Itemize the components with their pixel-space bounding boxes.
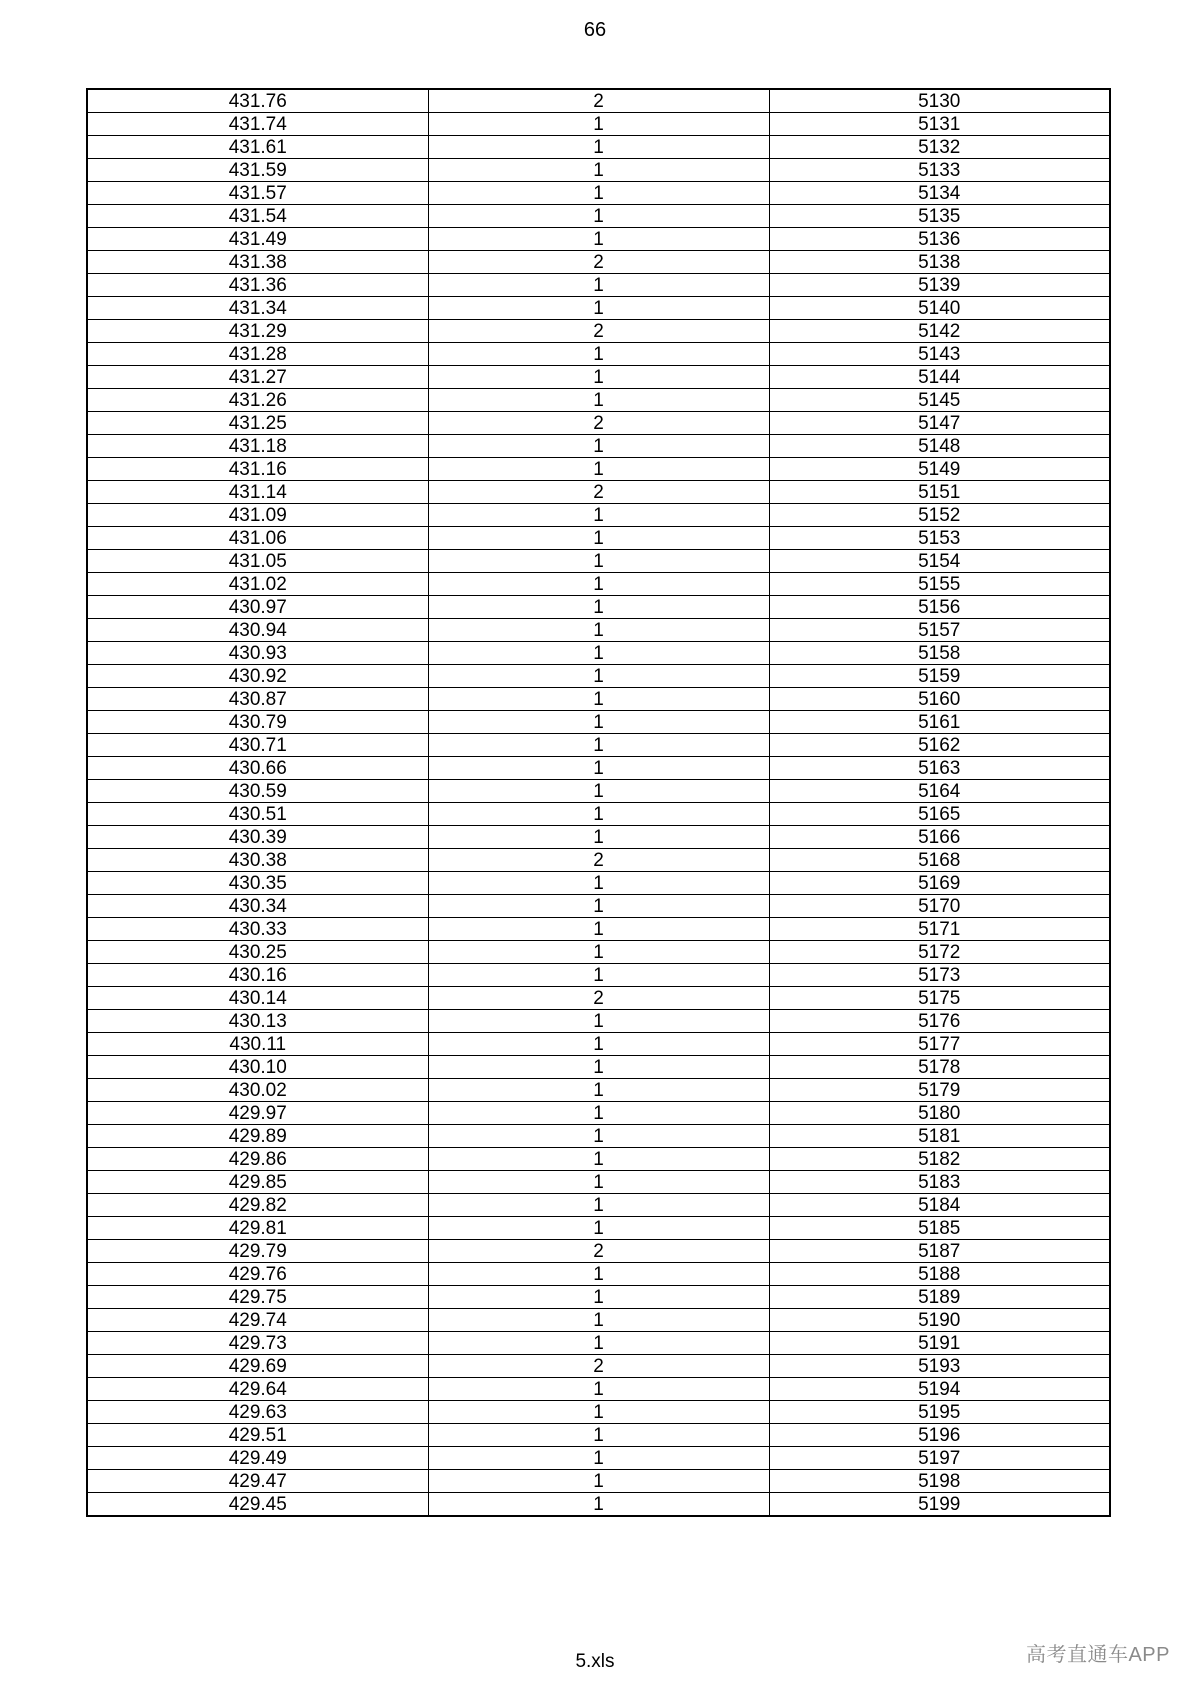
score-cell: 429.69 <box>87 1355 428 1378</box>
score-cell: 430.38 <box>87 849 428 872</box>
rank-cell: 5151 <box>769 481 1110 504</box>
score-cell: 430.71 <box>87 734 428 757</box>
score-cell: 430.35 <box>87 872 428 895</box>
count-cell: 1 <box>428 711 769 734</box>
count-cell: 1 <box>428 550 769 573</box>
table-row <box>87 941 1110 964</box>
table-row <box>87 849 1110 872</box>
count-cell: 1 <box>428 964 769 987</box>
rank-cell: 5144 <box>769 366 1110 389</box>
count-cell: 1 <box>428 527 769 550</box>
table-row <box>87 1010 1110 1033</box>
rank-cell: 5160 <box>769 688 1110 711</box>
score-cell: 429.63 <box>87 1401 428 1424</box>
rank-cell: 5175 <box>769 987 1110 1010</box>
count-cell: 1 <box>428 573 769 596</box>
score-cell: 429.82 <box>87 1194 428 1217</box>
table-row <box>87 573 1110 596</box>
count-cell: 2 <box>428 1355 769 1378</box>
count-cell: 1 <box>428 1171 769 1194</box>
score-cell: 429.74 <box>87 1309 428 1332</box>
table-row <box>87 435 1110 458</box>
count-cell: 1 <box>428 366 769 389</box>
watermark: 高考直通车APP <box>1025 1644 1170 1666</box>
score-cell: 430.94 <box>87 619 428 642</box>
table-row <box>87 320 1110 343</box>
rank-cell: 5190 <box>769 1309 1110 1332</box>
count-cell: 1 <box>428 803 769 826</box>
count-cell: 1 <box>428 918 769 941</box>
table-row <box>87 964 1110 987</box>
rank-cell: 5183 <box>769 1171 1110 1194</box>
count-cell: 1 <box>428 1286 769 1309</box>
score-cell: 430.10 <box>87 1056 428 1079</box>
table-row <box>87 1355 1110 1378</box>
rank-cell: 5188 <box>769 1263 1110 1286</box>
rank-cell: 5172 <box>769 941 1110 964</box>
score-cell: 431.74 <box>87 113 428 136</box>
score-table <box>86 88 1111 1517</box>
table-row <box>87 1286 1110 1309</box>
table-row <box>87 136 1110 159</box>
rank-cell: 5154 <box>769 550 1110 573</box>
table-row <box>87 1309 1110 1332</box>
count-cell: 1 <box>428 1056 769 1079</box>
table-row <box>87 205 1110 228</box>
count-cell: 1 <box>428 1332 769 1355</box>
table-row <box>87 665 1110 688</box>
table-row <box>87 1401 1110 1424</box>
rank-cell: 5139 <box>769 274 1110 297</box>
score-cell: 430.93 <box>87 642 428 665</box>
count-cell: 2 <box>428 1240 769 1263</box>
table-row <box>87 159 1110 182</box>
count-cell: 1 <box>428 1125 769 1148</box>
score-cell: 431.27 <box>87 366 428 389</box>
count-cell: 1 <box>428 895 769 918</box>
table-row <box>87 734 1110 757</box>
count-cell: 1 <box>428 665 769 688</box>
rank-cell: 5193 <box>769 1355 1110 1378</box>
table-row <box>87 481 1110 504</box>
count-cell: 1 <box>428 1424 769 1447</box>
count-cell: 2 <box>428 251 769 274</box>
rank-cell: 5195 <box>769 1401 1110 1424</box>
table-row <box>87 1447 1110 1470</box>
count-cell: 1 <box>428 1148 769 1171</box>
score-cell: 430.33 <box>87 918 428 941</box>
rank-cell: 5142 <box>769 320 1110 343</box>
score-cell: 431.59 <box>87 159 428 182</box>
table-row <box>87 1079 1110 1102</box>
rank-cell: 5133 <box>769 159 1110 182</box>
count-cell: 1 <box>428 1401 769 1424</box>
count-cell: 2 <box>428 89 769 113</box>
rank-cell: 5130 <box>769 89 1110 113</box>
score-cell: 429.45 <box>87 1493 428 1517</box>
count-cell: 2 <box>428 849 769 872</box>
count-cell: 1 <box>428 619 769 642</box>
count-cell: 1 <box>428 113 769 136</box>
score-table-body <box>87 89 1110 1516</box>
count-cell: 1 <box>428 1470 769 1493</box>
score-cell: 431.34 <box>87 297 428 320</box>
score-cell: 431.26 <box>87 389 428 412</box>
table-row <box>87 182 1110 205</box>
count-cell: 1 <box>428 780 769 803</box>
count-cell: 1 <box>428 1033 769 1056</box>
score-cell: 430.92 <box>87 665 428 688</box>
table-row <box>87 1332 1110 1355</box>
rank-cell: 5152 <box>769 504 1110 527</box>
score-cell: 429.76 <box>87 1263 428 1286</box>
count-cell: 1 <box>428 642 769 665</box>
score-cell: 431.49 <box>87 228 428 251</box>
count-cell: 1 <box>428 688 769 711</box>
count-cell: 1 <box>428 1309 769 1332</box>
score-cell: 431.76 <box>87 89 428 113</box>
score-cell: 429.97 <box>87 1102 428 1125</box>
rank-cell: 5189 <box>769 1286 1110 1309</box>
rank-cell: 5177 <box>769 1033 1110 1056</box>
rank-cell: 5140 <box>769 297 1110 320</box>
count-cell: 1 <box>428 297 769 320</box>
table-row <box>87 113 1110 136</box>
rank-cell: 5194 <box>769 1378 1110 1401</box>
table-row <box>87 228 1110 251</box>
rank-cell: 5149 <box>769 458 1110 481</box>
score-cell: 429.79 <box>87 1240 428 1263</box>
score-cell: 431.36 <box>87 274 428 297</box>
count-cell: 1 <box>428 228 769 251</box>
rank-cell: 5163 <box>769 757 1110 780</box>
score-cell: 429.47 <box>87 1470 428 1493</box>
count-cell: 1 <box>428 1217 769 1240</box>
count-cell: 1 <box>428 1378 769 1401</box>
score-cell: 429.51 <box>87 1424 428 1447</box>
table-row <box>87 297 1110 320</box>
rank-cell: 5148 <box>769 435 1110 458</box>
table-row <box>87 1240 1110 1263</box>
score-cell: 429.75 <box>87 1286 428 1309</box>
count-cell: 1 <box>428 504 769 527</box>
rank-cell: 5158 <box>769 642 1110 665</box>
rank-cell: 5159 <box>769 665 1110 688</box>
count-cell: 1 <box>428 1102 769 1125</box>
table-row <box>87 895 1110 918</box>
table-row <box>87 826 1110 849</box>
score-cell: 429.49 <box>87 1447 428 1470</box>
rank-cell: 5196 <box>769 1424 1110 1447</box>
count-cell: 1 <box>428 826 769 849</box>
count-cell: 2 <box>428 481 769 504</box>
score-cell: 431.18 <box>87 435 428 458</box>
rank-cell: 5165 <box>769 803 1110 826</box>
count-cell: 1 <box>428 872 769 895</box>
table-row <box>87 757 1110 780</box>
score-cell: 431.38 <box>87 251 428 274</box>
table-row <box>87 1171 1110 1194</box>
score-cell: 430.66 <box>87 757 428 780</box>
rank-cell: 5155 <box>769 573 1110 596</box>
rank-cell: 5138 <box>769 251 1110 274</box>
count-cell: 2 <box>428 412 769 435</box>
table-row <box>87 872 1110 895</box>
score-cell: 431.29 <box>87 320 428 343</box>
rank-cell: 5180 <box>769 1102 1110 1125</box>
score-cell: 430.97 <box>87 596 428 619</box>
rank-cell: 5168 <box>769 849 1110 872</box>
count-cell: 1 <box>428 1263 769 1286</box>
count-cell: 1 <box>428 389 769 412</box>
rank-cell: 5136 <box>769 228 1110 251</box>
score-cell: 431.09 <box>87 504 428 527</box>
table-row <box>87 1125 1110 1148</box>
score-cell: 430.11 <box>87 1033 428 1056</box>
table-row <box>87 619 1110 642</box>
count-cell: 1 <box>428 1079 769 1102</box>
table-row <box>87 1470 1110 1493</box>
table-row <box>87 412 1110 435</box>
score-cell: 430.79 <box>87 711 428 734</box>
table-row <box>87 711 1110 734</box>
score-cell: 430.16 <box>87 964 428 987</box>
table-row <box>87 1056 1110 1079</box>
rank-cell: 5181 <box>769 1125 1110 1148</box>
table-row <box>87 504 1110 527</box>
rank-cell: 5162 <box>769 734 1110 757</box>
table-row <box>87 366 1110 389</box>
count-cell: 1 <box>428 435 769 458</box>
table-row <box>87 1424 1110 1447</box>
table-row <box>87 389 1110 412</box>
rank-cell: 5179 <box>769 1079 1110 1102</box>
rank-cell: 5147 <box>769 412 1110 435</box>
score-cell: 430.25 <box>87 941 428 964</box>
score-cell: 430.34 <box>87 895 428 918</box>
count-cell: 1 <box>428 458 769 481</box>
table-row <box>87 1194 1110 1217</box>
rank-cell: 5143 <box>769 343 1110 366</box>
score-cell: 431.57 <box>87 182 428 205</box>
score-cell: 431.06 <box>87 527 428 550</box>
table-row <box>87 1102 1110 1125</box>
table-row <box>87 918 1110 941</box>
rank-cell: 5176 <box>769 1010 1110 1033</box>
count-cell: 1 <box>428 182 769 205</box>
rank-cell: 5134 <box>769 182 1110 205</box>
table-row <box>87 458 1110 481</box>
score-cell: 429.64 <box>87 1378 428 1401</box>
table-row <box>87 803 1110 826</box>
rank-cell: 5199 <box>769 1493 1110 1517</box>
rank-cell: 5161 <box>769 711 1110 734</box>
table-row <box>87 550 1110 573</box>
table-row <box>87 527 1110 550</box>
table-row <box>87 1148 1110 1171</box>
score-table-container <box>86 88 1111 1517</box>
rank-cell: 5198 <box>769 1470 1110 1493</box>
rank-cell: 5191 <box>769 1332 1110 1355</box>
rank-cell: 5171 <box>769 918 1110 941</box>
table-row <box>87 251 1110 274</box>
table-row <box>87 1217 1110 1240</box>
rank-cell: 5170 <box>769 895 1110 918</box>
table-row <box>87 343 1110 366</box>
rank-cell: 5169 <box>769 872 1110 895</box>
score-cell: 431.16 <box>87 458 428 481</box>
table-row <box>87 688 1110 711</box>
rank-cell: 5131 <box>769 113 1110 136</box>
score-cell: 430.59 <box>87 780 428 803</box>
score-cell: 430.14 <box>87 987 428 1010</box>
score-cell: 430.13 <box>87 1010 428 1033</box>
table-row <box>87 1378 1110 1401</box>
count-cell: 1 <box>428 734 769 757</box>
score-cell: 431.05 <box>87 550 428 573</box>
score-cell: 431.25 <box>87 412 428 435</box>
table-row <box>87 1263 1110 1286</box>
score-cell: 429.86 <box>87 1148 428 1171</box>
count-cell: 1 <box>428 274 769 297</box>
count-cell: 1 <box>428 343 769 366</box>
count-cell: 1 <box>428 941 769 964</box>
rank-cell: 5187 <box>769 1240 1110 1263</box>
count-cell: 1 <box>428 596 769 619</box>
rank-cell: 5173 <box>769 964 1110 987</box>
count-cell: 1 <box>428 159 769 182</box>
count-cell: 1 <box>428 1194 769 1217</box>
rank-cell: 5182 <box>769 1148 1110 1171</box>
rank-cell: 5145 <box>769 389 1110 412</box>
count-cell: 1 <box>428 1447 769 1470</box>
score-cell: 431.14 <box>87 481 428 504</box>
rank-cell: 5156 <box>769 596 1110 619</box>
rank-cell: 5164 <box>769 780 1110 803</box>
score-cell: 429.73 <box>87 1332 428 1355</box>
rank-cell: 5197 <box>769 1447 1110 1470</box>
count-cell: 2 <box>428 987 769 1010</box>
score-cell: 431.28 <box>87 343 428 366</box>
count-cell: 1 <box>428 757 769 780</box>
count-cell: 1 <box>428 1010 769 1033</box>
count-cell: 1 <box>428 205 769 228</box>
score-cell: 429.89 <box>87 1125 428 1148</box>
rank-cell: 5153 <box>769 527 1110 550</box>
count-cell: 1 <box>428 136 769 159</box>
table-row <box>87 1493 1110 1517</box>
rank-cell: 5166 <box>769 826 1110 849</box>
score-cell: 430.39 <box>87 826 428 849</box>
score-cell: 431.54 <box>87 205 428 228</box>
rank-cell: 5178 <box>769 1056 1110 1079</box>
rank-cell: 5184 <box>769 1194 1110 1217</box>
count-cell: 2 <box>428 320 769 343</box>
rank-cell: 5132 <box>769 136 1110 159</box>
count-cell: 1 <box>428 1493 769 1517</box>
table-row <box>87 89 1110 113</box>
page-number: 66 <box>583 19 607 41</box>
table-row <box>87 1033 1110 1056</box>
score-cell: 429.81 <box>87 1217 428 1240</box>
table-row <box>87 642 1110 665</box>
rank-cell: 5185 <box>769 1217 1110 1240</box>
rank-cell: 5135 <box>769 205 1110 228</box>
score-cell: 430.02 <box>87 1079 428 1102</box>
score-cell: 429.85 <box>87 1171 428 1194</box>
table-row <box>87 780 1110 803</box>
score-cell: 430.87 <box>87 688 428 711</box>
score-cell: 431.61 <box>87 136 428 159</box>
score-cell: 431.02 <box>87 573 428 596</box>
footer-filename: 5.xls <box>575 1651 615 1672</box>
score-cell: 430.51 <box>87 803 428 826</box>
table-row <box>87 596 1110 619</box>
table-row <box>87 987 1110 1010</box>
table-row <box>87 274 1110 297</box>
rank-cell: 5157 <box>769 619 1110 642</box>
